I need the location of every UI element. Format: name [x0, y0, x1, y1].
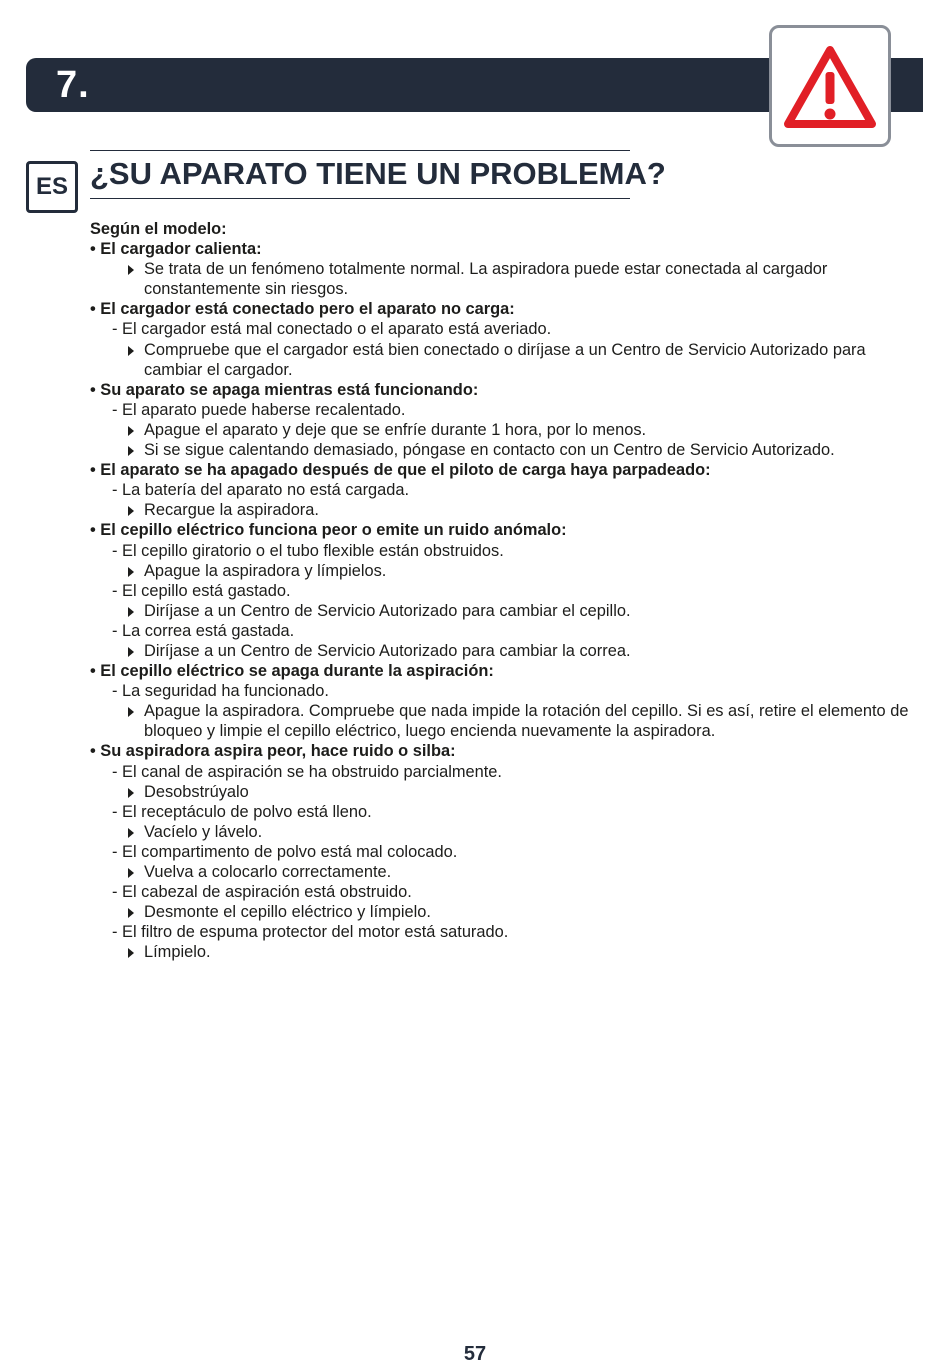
problem-title: • El cepillo eléctrico se apaga durante la aspiración:: [90, 662, 494, 681]
cause-item: - La correa está gastada.: [112, 621, 295, 640]
problem-title: • El cargador está conectado pero el aparato no carga:: [90, 300, 515, 319]
solution-text: Límpielo.: [144, 943, 211, 962]
triangle-bullet-icon: [128, 567, 134, 577]
solution-text: Vuelva a colocarlo correctamente.: [144, 863, 392, 881]
solution-item: [90, 340, 925, 380]
cause-item: - El compartimento de polvo está mal colocado.: [112, 842, 458, 861]
solution-item: [90, 259, 925, 299]
triangle-bullet-icon: [128, 446, 134, 456]
problem-section: [90, 460, 925, 520]
triangle-bullet-icon: [128, 788, 134, 798]
solution-text: Apague el aparato y deje que se enfríe durante 1 hora, por lo menos.: [144, 420, 647, 439]
triangle-bullet-icon: [128, 346, 134, 356]
cause-item: - La seguridad ha funcionado.: [112, 682, 329, 701]
solution-text: Si se sigue calentando demasiado, póngase en contacto con un Centro de Servicio Autorizado.: [144, 441, 835, 460]
title-rule-top: [90, 150, 630, 151]
triangle-bullet-icon: [128, 607, 134, 617]
page-title: ¿SU APARATO TIENE UN PROBLEMA?: [90, 156, 666, 191]
cause-item: - El filtro de espuma protector del motor está saturado.: [112, 923, 509, 942]
title-rule-bottom: [90, 198, 630, 199]
problem-title: • El cepillo eléctrico funciona peor o emite un ruido anómalo:: [90, 521, 567, 540]
triangle-bullet-icon: [128, 868, 134, 878]
problem-title: • Su aparato se apaga mientras está funcionando:: [90, 380, 479, 399]
solution-item: [90, 440, 925, 460]
problem-section: [90, 239, 925, 299]
cause-item: - El aparato puede haberse recalentado.: [112, 400, 406, 419]
solution-item: [90, 420, 925, 440]
cause-item: - El receptáculo de polvo está lleno.: [112, 802, 372, 821]
solution-item: [90, 782, 925, 802]
cause-item: - El cepillo giratorio o el tubo flexible están obstruidos.: [112, 541, 504, 560]
cause-item: - El cargador está mal conectado o el aparato está averiado.: [112, 320, 552, 339]
solution-item: [90, 500, 925, 520]
problem-title: • Su aspiradora aspira peor, hace ruido o silba:: [90, 742, 456, 761]
solution-text: Apague la aspiradora y límpielos.: [144, 561, 387, 580]
problem-section: [90, 661, 925, 741]
problem-section: [90, 741, 925, 962]
triangle-bullet-icon: [128, 265, 134, 275]
solution-text: Diríjase a un Centro de Servicio Autorizado para cambiar la correa.: [144, 641, 631, 660]
triangle-bullet-icon: [128, 426, 134, 436]
language-badge: ES: [26, 161, 78, 213]
page-number: 57: [463, 1343, 487, 1365]
sections-container: [90, 239, 925, 962]
warning-triangle-icon: [772, 28, 888, 144]
problem-title: • El cargador calienta:: [90, 240, 262, 259]
cause-item: - La batería del aparato no está cargada.: [112, 481, 410, 500]
cause-item: - El canal de aspiración se ha obstruido parcialmente.: [112, 762, 502, 781]
problem-title: • El aparato se ha apagado después de que el piloto de carga haya parpadeado:: [90, 461, 711, 480]
cause-item: - El cepillo está gastado.: [112, 581, 291, 600]
triangle-bullet-icon: [128, 908, 134, 918]
solution-text: Diríjase a un Centro de Servicio Autorizado para cambiar el cepillo.: [144, 601, 631, 620]
solution-item: [90, 561, 925, 581]
solution-text: Recargue la aspiradora.: [144, 501, 319, 520]
solution-text: Vacíelo y lávelo.: [144, 822, 263, 841]
triangle-bullet-icon: [128, 828, 134, 838]
triangle-bullet-icon: [128, 707, 134, 717]
triangle-bullet-icon: [128, 647, 134, 657]
problem-section: [90, 520, 925, 661]
problem-section: [90, 299, 925, 379]
solution-item: [90, 822, 925, 842]
solution-text: Compruebe que el cargador está bien conectado o diríjase a un Centro de Servicio Autorizado para cambiar el cargador.: [144, 340, 866, 379]
solution-text: Desobstrúyalo: [144, 782, 249, 801]
intro-label: Según el modelo:: [90, 220, 227, 238]
chapter-number: 7.: [56, 64, 90, 106]
solution-item: [90, 641, 925, 661]
problem-section: [90, 380, 925, 460]
solution-item: [90, 942, 925, 962]
solution-text: Se trata de un fenómeno totalmente normal. La aspiradora puede estar conectada al cargador constantemente sin riesgos.: [144, 260, 828, 299]
solution-item: [90, 902, 925, 922]
triangle-bullet-icon: [128, 948, 134, 958]
solution-item: [90, 701, 925, 741]
warning-badge: [769, 25, 891, 147]
solution-text: Desmonte el cepillo eléctrico y límpielo.: [144, 903, 431, 922]
solution-item: [90, 601, 925, 621]
troubleshooting-list: [90, 219, 925, 962]
solution-text: Apague la aspiradora. Compruebe que nada impide la rotación del cepillo. Si es así, retire el elemento de bloqueo y limpie el cepillo eléctrico, luego encienda nuevamente la aspiradora.: [144, 702, 909, 741]
cause-item: - El cabezal de aspiración está obstruido.: [112, 883, 412, 902]
solution-item: [90, 862, 925, 882]
triangle-bullet-icon: [128, 506, 134, 516]
